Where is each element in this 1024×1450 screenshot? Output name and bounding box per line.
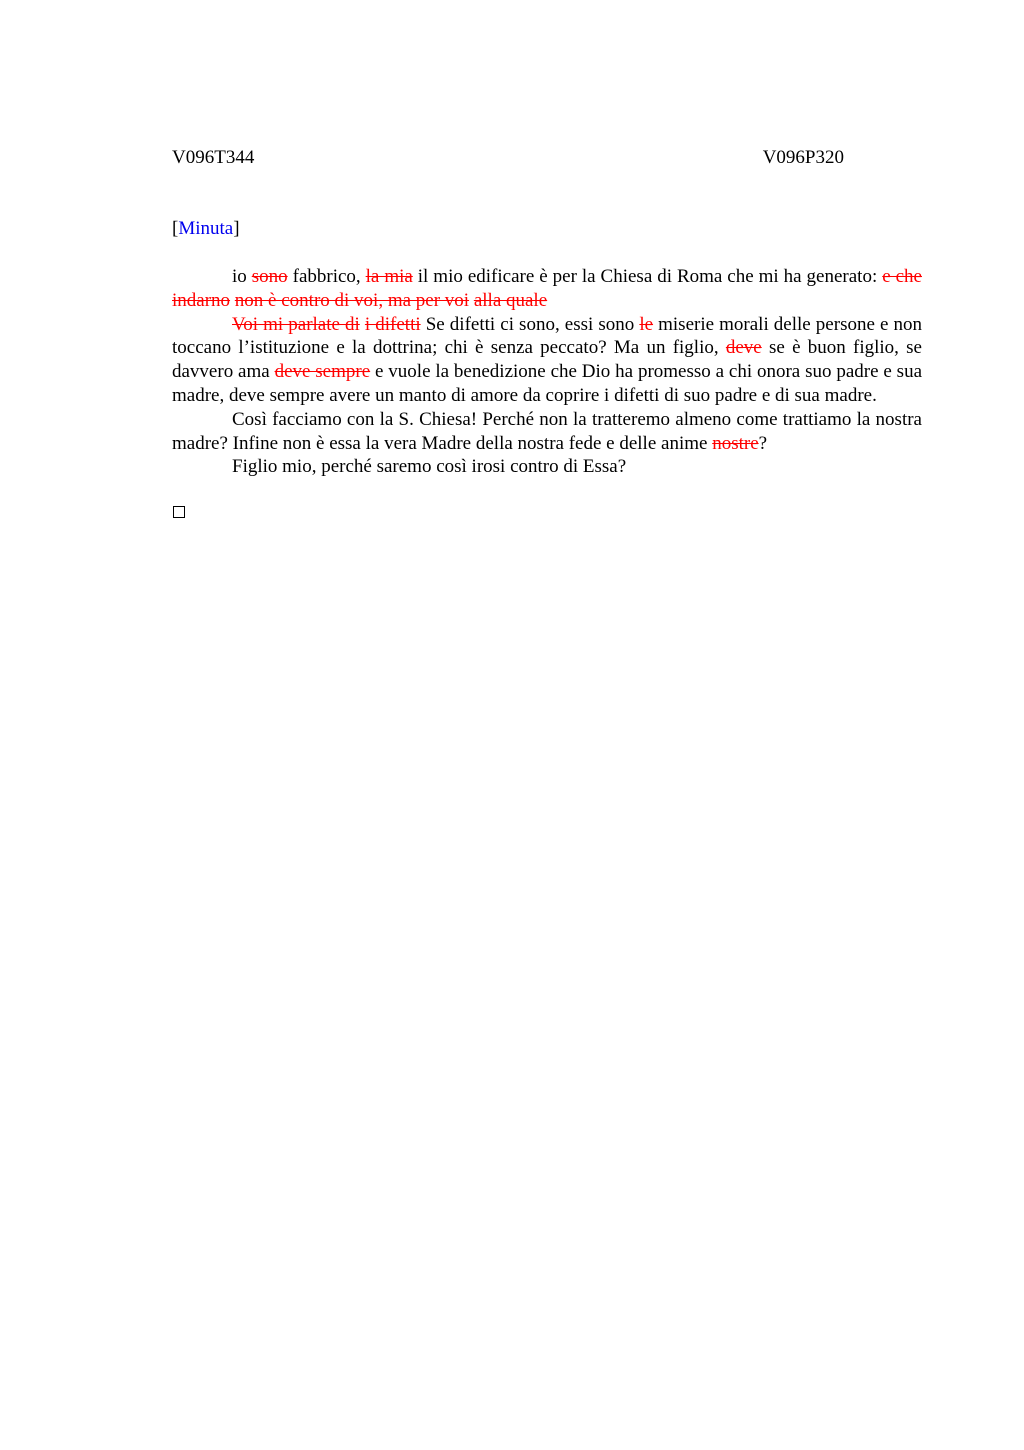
text-segment: fabbrico, (287, 266, 366, 287)
deleted-text: nostre (712, 432, 759, 454)
deleted-text: i difetti (364, 313, 421, 335)
text-segment: se è buon figlio, se davvero ama (172, 337, 922, 383)
text-segment: Se difetti ci sono, essi sono (420, 313, 640, 335)
paragraph (172, 265, 922, 313)
text-segment: il mio edificare è per la Chiesa di Roma che mi ha generato: (412, 266, 883, 287)
body-text (172, 265, 922, 479)
header-right-code: V096P320 (762, 147, 844, 168)
page-header (172, 146, 844, 170)
text-segment: io (232, 266, 252, 287)
text-segment: ? (758, 432, 768, 454)
deleted-text: non è contro di voi, ma per voi (234, 289, 470, 311)
deleted-text: e che indarno (172, 266, 922, 311)
paragraph (172, 408, 922, 456)
paragraph (172, 455, 922, 479)
label-close-bracket: ] (233, 218, 240, 239)
deleted-text: deve sempre (274, 361, 371, 383)
text-segment: Figlio mio, perché saremo così irosi contro di Essa? (232, 456, 627, 478)
deleted-text: la mia (365, 266, 413, 287)
deleted-text: Voi mi parlate di (232, 313, 360, 335)
deleted-text: alla quale (473, 289, 548, 311)
minuta-label (172, 217, 240, 241)
text-segment: miserie morali delle persone e non toccano l’istituzione e la dottrina; chi è senza peccato? Ma un figlio, (172, 313, 922, 359)
header-left-code: V096T344 (172, 147, 255, 168)
text-segment: e vuole la benedizione che Dio ha promesso a chi onora suo padre e sua madre, deve sempre avere un manto di amore da coprire i difetti di suo padre e di sua madre. (172, 361, 923, 406)
deleted-text: le (639, 313, 654, 335)
label-open-bracket: [ (172, 218, 179, 239)
square-outline-icon (173, 506, 185, 518)
text-segment: Così facciamo con la S. Chiesa! Perché non la tratteremo almeno come trattiamo la nostra madre? Infine non è essa la vera Madre della nostra fede e delle anime (172, 408, 922, 454)
paragraph (172, 313, 922, 408)
deleted-text: sono (251, 266, 288, 287)
label-word: Minuta (178, 218, 234, 239)
deleted-text: deve (725, 337, 762, 359)
